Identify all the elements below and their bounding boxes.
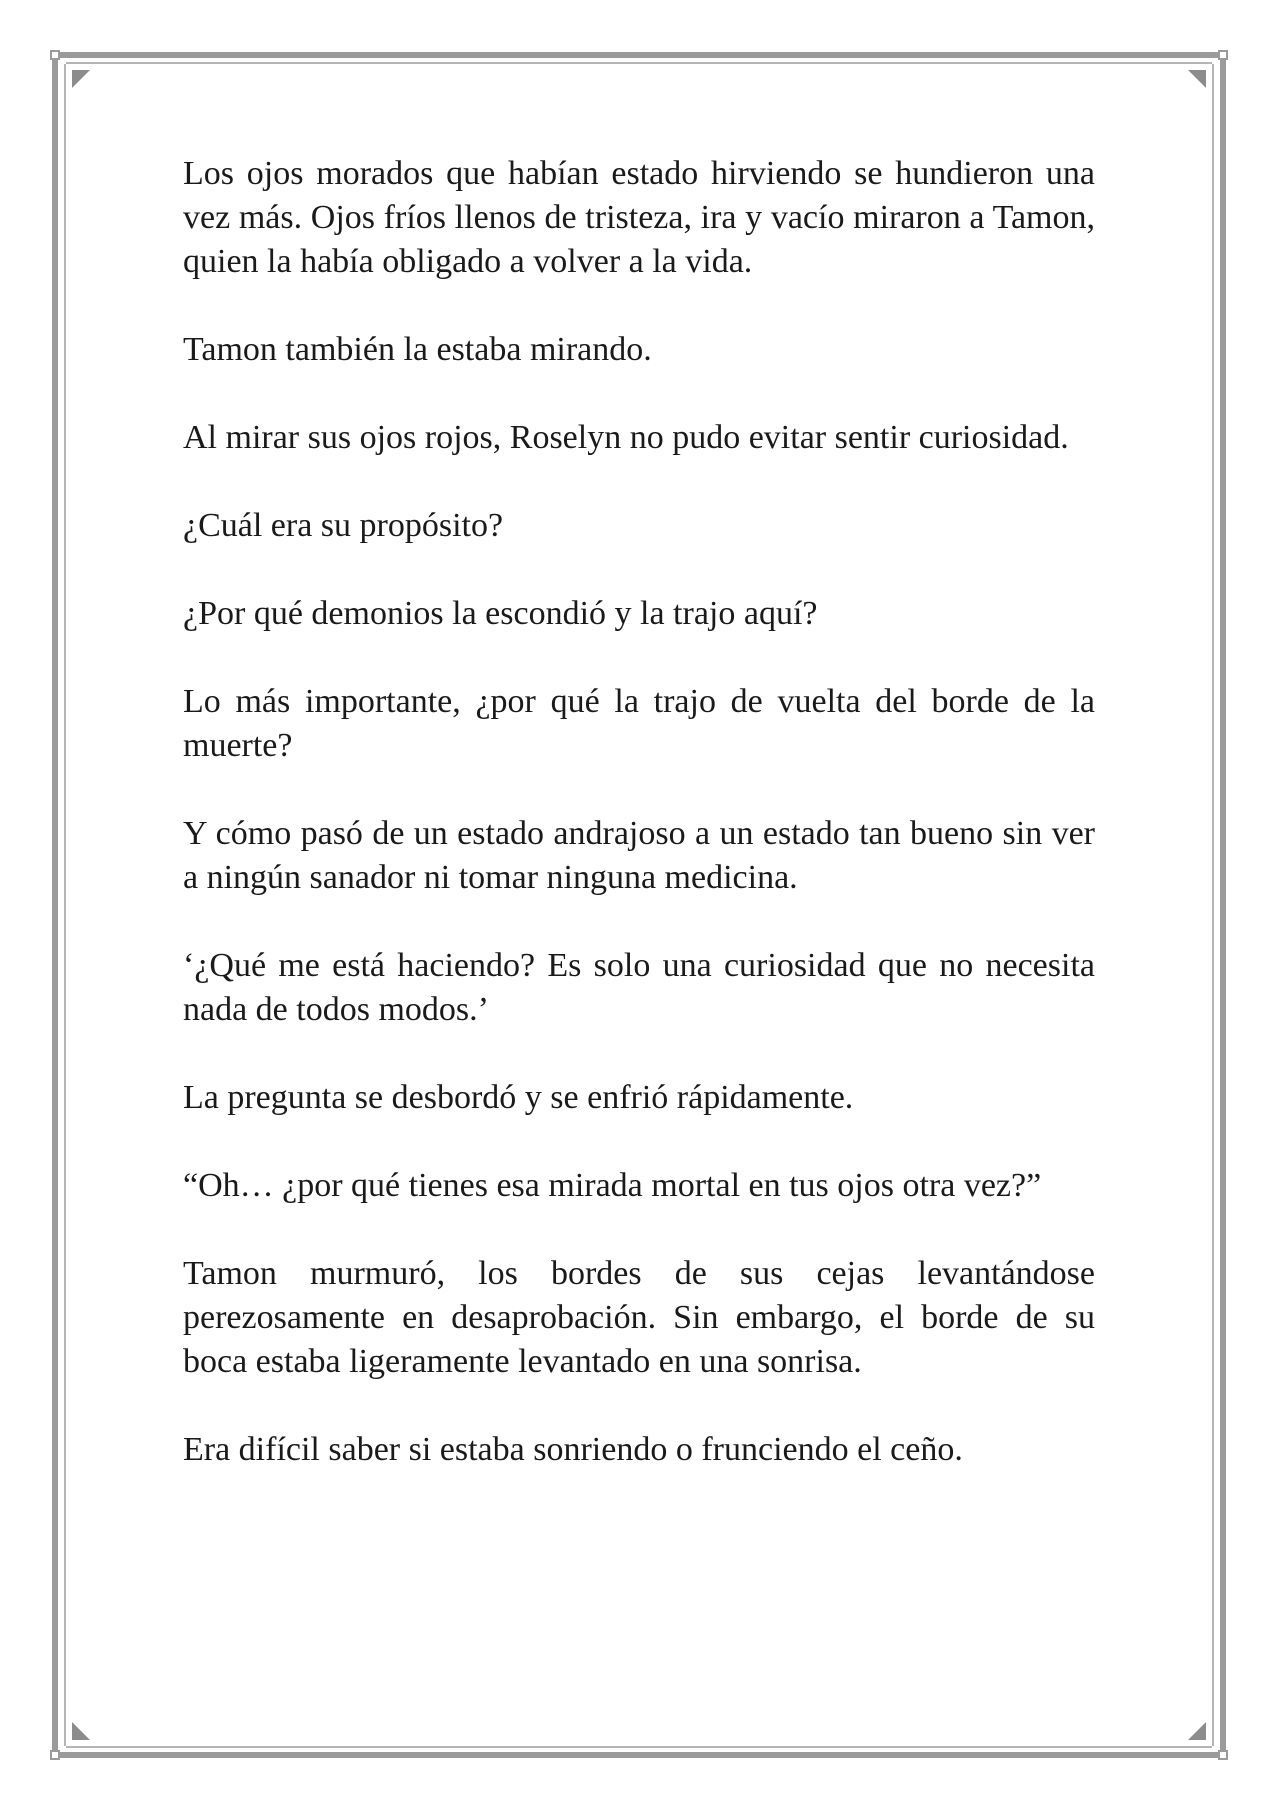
paragraph: Era difícil saber si estaba sonriendo o frunciendo el ceño.	[183, 1431, 963, 1468]
paragraph: Tamon también la estaba mirando.	[183, 331, 652, 368]
corner-triangle-top-right	[1188, 70, 1206, 88]
paragraph: Al mirar sus ojos rojos, Roselyn no pudo evitar sentir curiosidad.	[183, 419, 1069, 456]
corner-triangle-bottom-right	[1188, 1722, 1206, 1740]
corner-ornament-bottom-left	[50, 1750, 60, 1760]
paragraph: ¿Cuál era su propósito?	[183, 507, 504, 544]
frame-inner-right	[1212, 64, 1214, 1746]
frame-border-bottom	[56, 1752, 1222, 1758]
frame-border-top	[56, 52, 1222, 58]
paragraph: Y cómo pasó de un estado andrajoso a un estado tan bueno sin ver a ningún sanador ni tomar ninguna medicina.	[183, 815, 1095, 896]
paragraph: Tamon murmuró, los bordes de sus cejas levantándose perezosamente en desaprobación. Sin embargo, el borde de su boca estaba ligeramente levantado en una sonrisa.	[183, 1255, 1095, 1380]
paragraph: Los ojos morados que habían estado hirviendo se hundieron una vez más. Ojos fríos llenos de tristeza, ira y vacío miraron a Tamon, quien la había obligado a volver a la vida.	[183, 155, 1095, 280]
frame-inner-left	[64, 64, 66, 1746]
frame-border-left	[52, 56, 58, 1754]
corner-ornament-top-right	[1218, 50, 1228, 60]
corner-ornament-top-left	[50, 50, 60, 60]
paragraph: Lo más importante, ¿por qué la trajo de vuelta del borde de la muerte?	[183, 683, 1095, 764]
paragraph: La pregunta se desbordó y se enfrió rápidamente.	[183, 1079, 854, 1116]
frame-border-right	[1220, 56, 1226, 1754]
page-body	[183, 152, 1095, 1516]
corner-ornament-bottom-right	[1218, 1750, 1228, 1760]
frame-inner-top	[66, 62, 1212, 64]
paragraph: ¿Por qué demonios la escondió y la trajo aquí?	[183, 595, 818, 632]
paragraph: “Oh… ¿por qué tienes esa mirada mortal en tus ojos otra vez?”	[183, 1167, 1042, 1204]
corner-triangle-bottom-left	[72, 1722, 90, 1740]
paragraph: ‘¿Qué me está haciendo? Es solo una curiosidad que no necesita nada de todos modos.’	[183, 947, 1095, 1028]
corner-triangle-top-left	[72, 70, 90, 88]
frame-inner-bottom	[66, 1746, 1212, 1748]
